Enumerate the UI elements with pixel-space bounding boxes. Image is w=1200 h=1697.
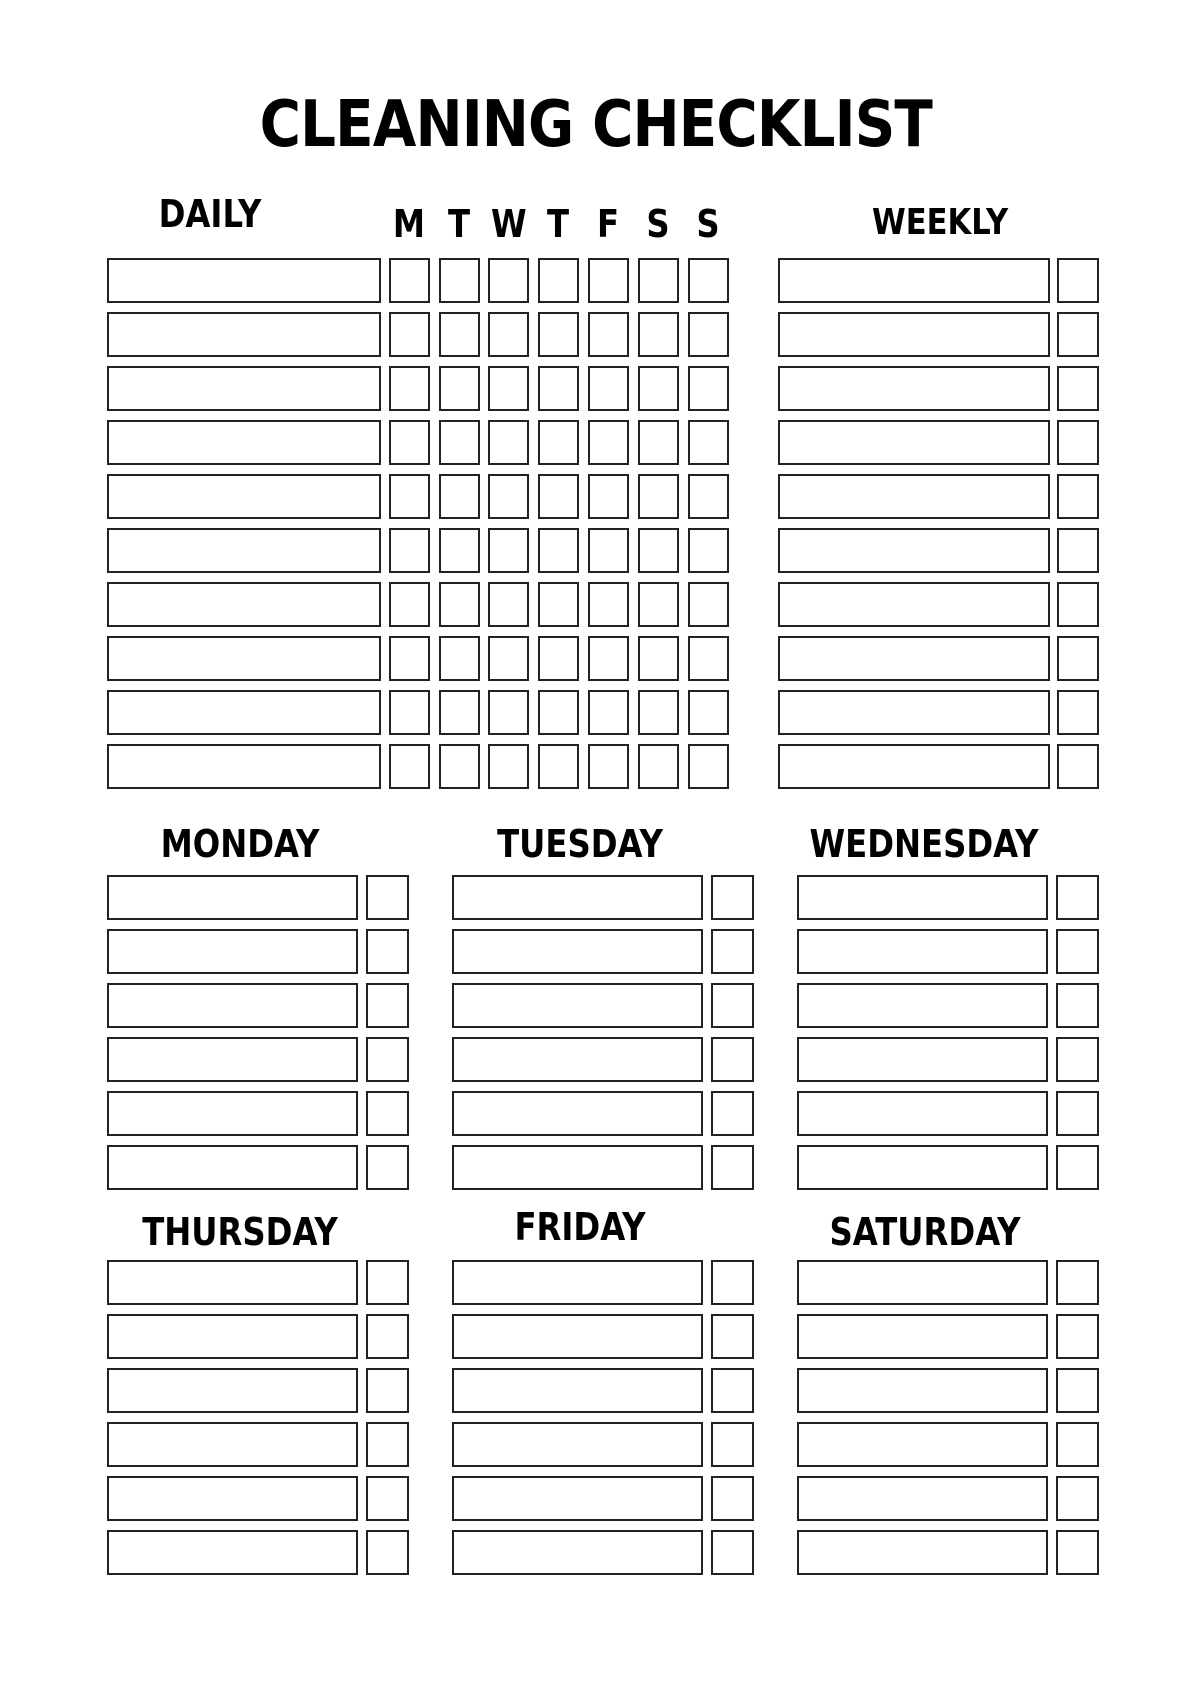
daily-checkbox[interactable] [488,582,529,627]
wednesday-checkbox[interactable] [1056,983,1099,1028]
daily-checkbox[interactable] [688,312,729,357]
monday-task-field[interactable] [107,929,358,974]
monday-checkbox[interactable] [366,1037,409,1082]
daily-checkbox[interactable] [389,258,430,303]
day-letter: W [491,202,527,246]
daily-checkbox[interactable] [439,474,480,519]
saturday-checkbox[interactable] [1056,1260,1099,1305]
daily-checkbox[interactable] [588,312,629,357]
daily-checkbox[interactable] [389,744,430,789]
daily-checkbox[interactable] [439,582,480,627]
daily-task-field[interactable] [107,420,381,465]
weekly-checkbox[interactable] [1057,420,1099,465]
daily-checkbox[interactable] [389,582,430,627]
daily-checkbox[interactable] [638,420,679,465]
weekly-task-field[interactable] [778,690,1050,735]
daily-checkbox[interactable] [389,420,430,465]
weekly-task-field[interactable] [778,366,1050,411]
tuesday-checkbox[interactable] [711,1037,754,1082]
daily-checkbox[interactable] [638,690,679,735]
daily-checkbox[interactable] [439,312,480,357]
friday-checkbox[interactable] [711,1476,754,1521]
weekly-checkbox[interactable] [1057,312,1099,357]
daily-task-field[interactable] [107,474,381,519]
daily-checkbox[interactable] [538,528,579,573]
daily-checkbox[interactable] [488,258,529,303]
saturday-heading: SATURDAY [829,1210,1021,1254]
friday-task-field[interactable] [452,1368,703,1413]
daily-checkbox[interactable] [688,366,729,411]
weekly-checkbox[interactable] [1057,474,1099,519]
daily-checkbox[interactable] [389,690,430,735]
thursday-checkbox[interactable] [366,1260,409,1305]
daily-checkbox[interactable] [588,690,629,735]
daily-checkbox[interactable] [538,474,579,519]
friday-task-field[interactable] [452,1476,703,1521]
monday-task-field[interactable] [107,1091,358,1136]
tuesday-checkbox[interactable] [711,1145,754,1190]
wednesday-task-field[interactable] [797,929,1048,974]
friday-checkbox[interactable] [711,1422,754,1467]
monday-checkbox[interactable] [366,1145,409,1190]
daily-checkbox[interactable] [488,474,529,519]
monday-checkbox[interactable] [366,983,409,1028]
saturday-checkbox[interactable] [1056,1476,1099,1521]
saturday-checkbox[interactable] [1056,1530,1099,1575]
daily-checkbox[interactable] [588,528,629,573]
weekly-heading: WEEKLY [872,202,1009,243]
weekly-task-field[interactable] [778,474,1050,519]
thursday-task-field[interactable] [107,1422,358,1467]
daily-checkbox[interactable] [389,636,430,681]
daily-checkbox[interactable] [389,474,430,519]
thursday-task-field[interactable] [107,1530,358,1575]
wednesday-checkbox[interactable] [1056,929,1099,974]
friday-checkbox[interactable] [711,1314,754,1359]
wednesday-task-field[interactable] [797,875,1048,920]
thursday-checkbox[interactable] [366,1368,409,1413]
daily-checkbox[interactable] [538,690,579,735]
daily-checkbox[interactable] [688,474,729,519]
monday-task-field[interactable] [107,1037,358,1082]
friday-task-field[interactable] [452,1530,703,1575]
saturday-checkbox[interactable] [1056,1314,1099,1359]
saturday-task-field[interactable] [797,1368,1048,1413]
daily-checkbox[interactable] [588,366,629,411]
wednesday-heading: WEDNESDAY [809,822,1039,866]
daily-checkbox[interactable] [439,528,480,573]
tuesday-checkbox[interactable] [711,929,754,974]
daily-checkbox[interactable] [638,744,679,789]
weekly-checkbox[interactable] [1057,744,1099,789]
daily-task-field[interactable] [107,636,381,681]
thursday-task-field[interactable] [107,1260,358,1305]
daily-checkbox[interactable] [588,636,629,681]
daily-task-field[interactable] [107,582,381,627]
thursday-checkbox[interactable] [366,1476,409,1521]
daily-checkbox[interactable] [439,690,480,735]
saturday-task-field[interactable] [797,1314,1048,1359]
day-letter: T [546,202,570,246]
friday-checkbox[interactable] [711,1530,754,1575]
daily-checkbox[interactable] [588,258,629,303]
tuesday-checkbox[interactable] [711,983,754,1028]
tuesday-task-field[interactable] [452,929,703,974]
daily-checkbox[interactable] [538,258,579,303]
daily-checkbox[interactable] [688,744,729,789]
daily-checkbox[interactable] [538,312,579,357]
tuesday-task-field[interactable] [452,983,703,1028]
monday-checkbox[interactable] [366,929,409,974]
tuesday-task-field[interactable] [452,1091,703,1136]
friday-task-field[interactable] [452,1260,703,1305]
daily-checkbox[interactable] [588,582,629,627]
daily-checkbox[interactable] [488,636,529,681]
daily-checkbox[interactable] [488,744,529,789]
friday-heading: FRIDAY [514,1205,646,1249]
friday-checkbox[interactable] [711,1368,754,1413]
thursday-heading: THURSDAY [142,1210,338,1254]
daily-checkbox[interactable] [588,744,629,789]
saturday-checkbox[interactable] [1056,1368,1099,1413]
weekly-checkbox[interactable] [1057,366,1099,411]
day-letter: F [596,202,620,246]
daily-checkbox[interactable] [488,312,529,357]
wednesday-task-field[interactable] [797,1037,1048,1082]
tuesday-heading: TUESDAY [497,822,663,866]
saturday-task-field[interactable] [797,1422,1048,1467]
daily-checkbox[interactable] [688,636,729,681]
day-letter: S [646,202,670,246]
monday-task-field[interactable] [107,875,358,920]
thursday-task-field[interactable] [107,1314,358,1359]
weekly-task-field[interactable] [778,312,1050,357]
weekly-checkbox[interactable] [1057,690,1099,735]
saturday-task-field[interactable] [797,1476,1048,1521]
tuesday-task-field[interactable] [452,1145,703,1190]
friday-checkbox[interactable] [711,1260,754,1305]
friday-task-field[interactable] [452,1314,703,1359]
daily-task-field[interactable] [107,744,381,789]
monday-heading: MONDAY [160,822,320,866]
tuesday-task-field[interactable] [452,875,703,920]
daily-checkbox[interactable] [389,528,430,573]
daily-checkbox[interactable] [488,690,529,735]
daily-checkbox[interactable] [488,528,529,573]
thursday-task-field[interactable] [107,1476,358,1521]
monday-task-field[interactable] [107,1145,358,1190]
weekly-task-field[interactable] [778,636,1050,681]
daily-checkbox[interactable] [638,366,679,411]
weekly-task-field[interactable] [778,582,1050,627]
wednesday-task-field[interactable] [797,1091,1048,1136]
saturday-checkbox[interactable] [1056,1422,1099,1467]
saturday-task-field[interactable] [797,1260,1048,1305]
daily-checkbox[interactable] [688,528,729,573]
daily-checkbox[interactable] [439,636,480,681]
daily-checkbox[interactable] [439,420,480,465]
thursday-checkbox[interactable] [366,1530,409,1575]
monday-checkbox[interactable] [366,1091,409,1136]
daily-checkbox[interactable] [688,420,729,465]
daily-checkbox[interactable] [588,420,629,465]
daily-checkbox[interactable] [538,582,579,627]
day-letter: M [392,202,426,246]
daily-checkbox[interactable] [488,420,529,465]
daily-checkbox[interactable] [538,636,579,681]
tuesday-checkbox[interactable] [711,1091,754,1136]
weekly-checkbox[interactable] [1057,528,1099,573]
tuesday-task-field[interactable] [452,1037,703,1082]
daily-checkbox[interactable] [439,366,480,411]
wednesday-task-field[interactable] [797,983,1048,1028]
friday-task-field[interactable] [452,1422,703,1467]
daily-checkbox[interactable] [638,636,679,681]
daily-checkbox[interactable] [439,744,480,789]
daily-checkbox[interactable] [688,258,729,303]
weekly-checkbox[interactable] [1057,258,1099,303]
saturday-task-field[interactable] [797,1530,1048,1575]
weekly-task-field[interactable] [778,258,1050,303]
day-letter: S [696,202,720,246]
monday-task-field[interactable] [107,983,358,1028]
daily-checkbox[interactable] [389,366,430,411]
thursday-checkbox[interactable] [366,1314,409,1359]
wednesday-task-field[interactable] [797,1145,1048,1190]
daily-checkbox[interactable] [538,366,579,411]
tuesday-checkbox[interactable] [711,875,754,920]
daily-checkbox[interactable] [638,528,679,573]
daily-task-field[interactable] [107,312,381,357]
daily-checkbox[interactable] [588,474,629,519]
daily-checkbox[interactable] [488,366,529,411]
daily-checkbox[interactable] [638,474,679,519]
weekly-task-field[interactable] [778,420,1050,465]
thursday-checkbox[interactable] [366,1422,409,1467]
wednesday-checkbox[interactable] [1056,1145,1099,1190]
daily-task-field[interactable] [107,528,381,573]
monday-checkbox[interactable] [366,875,409,920]
wednesday-checkbox[interactable] [1056,875,1099,920]
daily-checkbox[interactable] [439,258,480,303]
weekly-checkbox[interactable] [1057,636,1099,681]
page-title: CLEANING CHECKLIST [259,88,932,162]
weekly-task-field[interactable] [778,528,1050,573]
daily-task-field[interactable] [107,690,381,735]
daily-checkbox[interactable] [638,582,679,627]
daily-checkbox[interactable] [389,312,430,357]
day-letter: T [447,202,471,246]
weekly-task-field[interactable] [778,744,1050,789]
daily-task-field[interactable] [107,366,381,411]
daily-task-field[interactable] [107,258,381,303]
daily-heading: DAILY [158,192,262,236]
daily-checkbox[interactable] [688,582,729,627]
thursday-task-field[interactable] [107,1368,358,1413]
daily-checkbox[interactable] [638,312,679,357]
wednesday-checkbox[interactable] [1056,1091,1099,1136]
daily-checkbox[interactable] [538,744,579,789]
wednesday-checkbox[interactable] [1056,1037,1099,1082]
daily-checkbox[interactable] [638,258,679,303]
daily-checkbox[interactable] [538,420,579,465]
weekly-checkbox[interactable] [1057,582,1099,627]
daily-checkbox[interactable] [688,690,729,735]
